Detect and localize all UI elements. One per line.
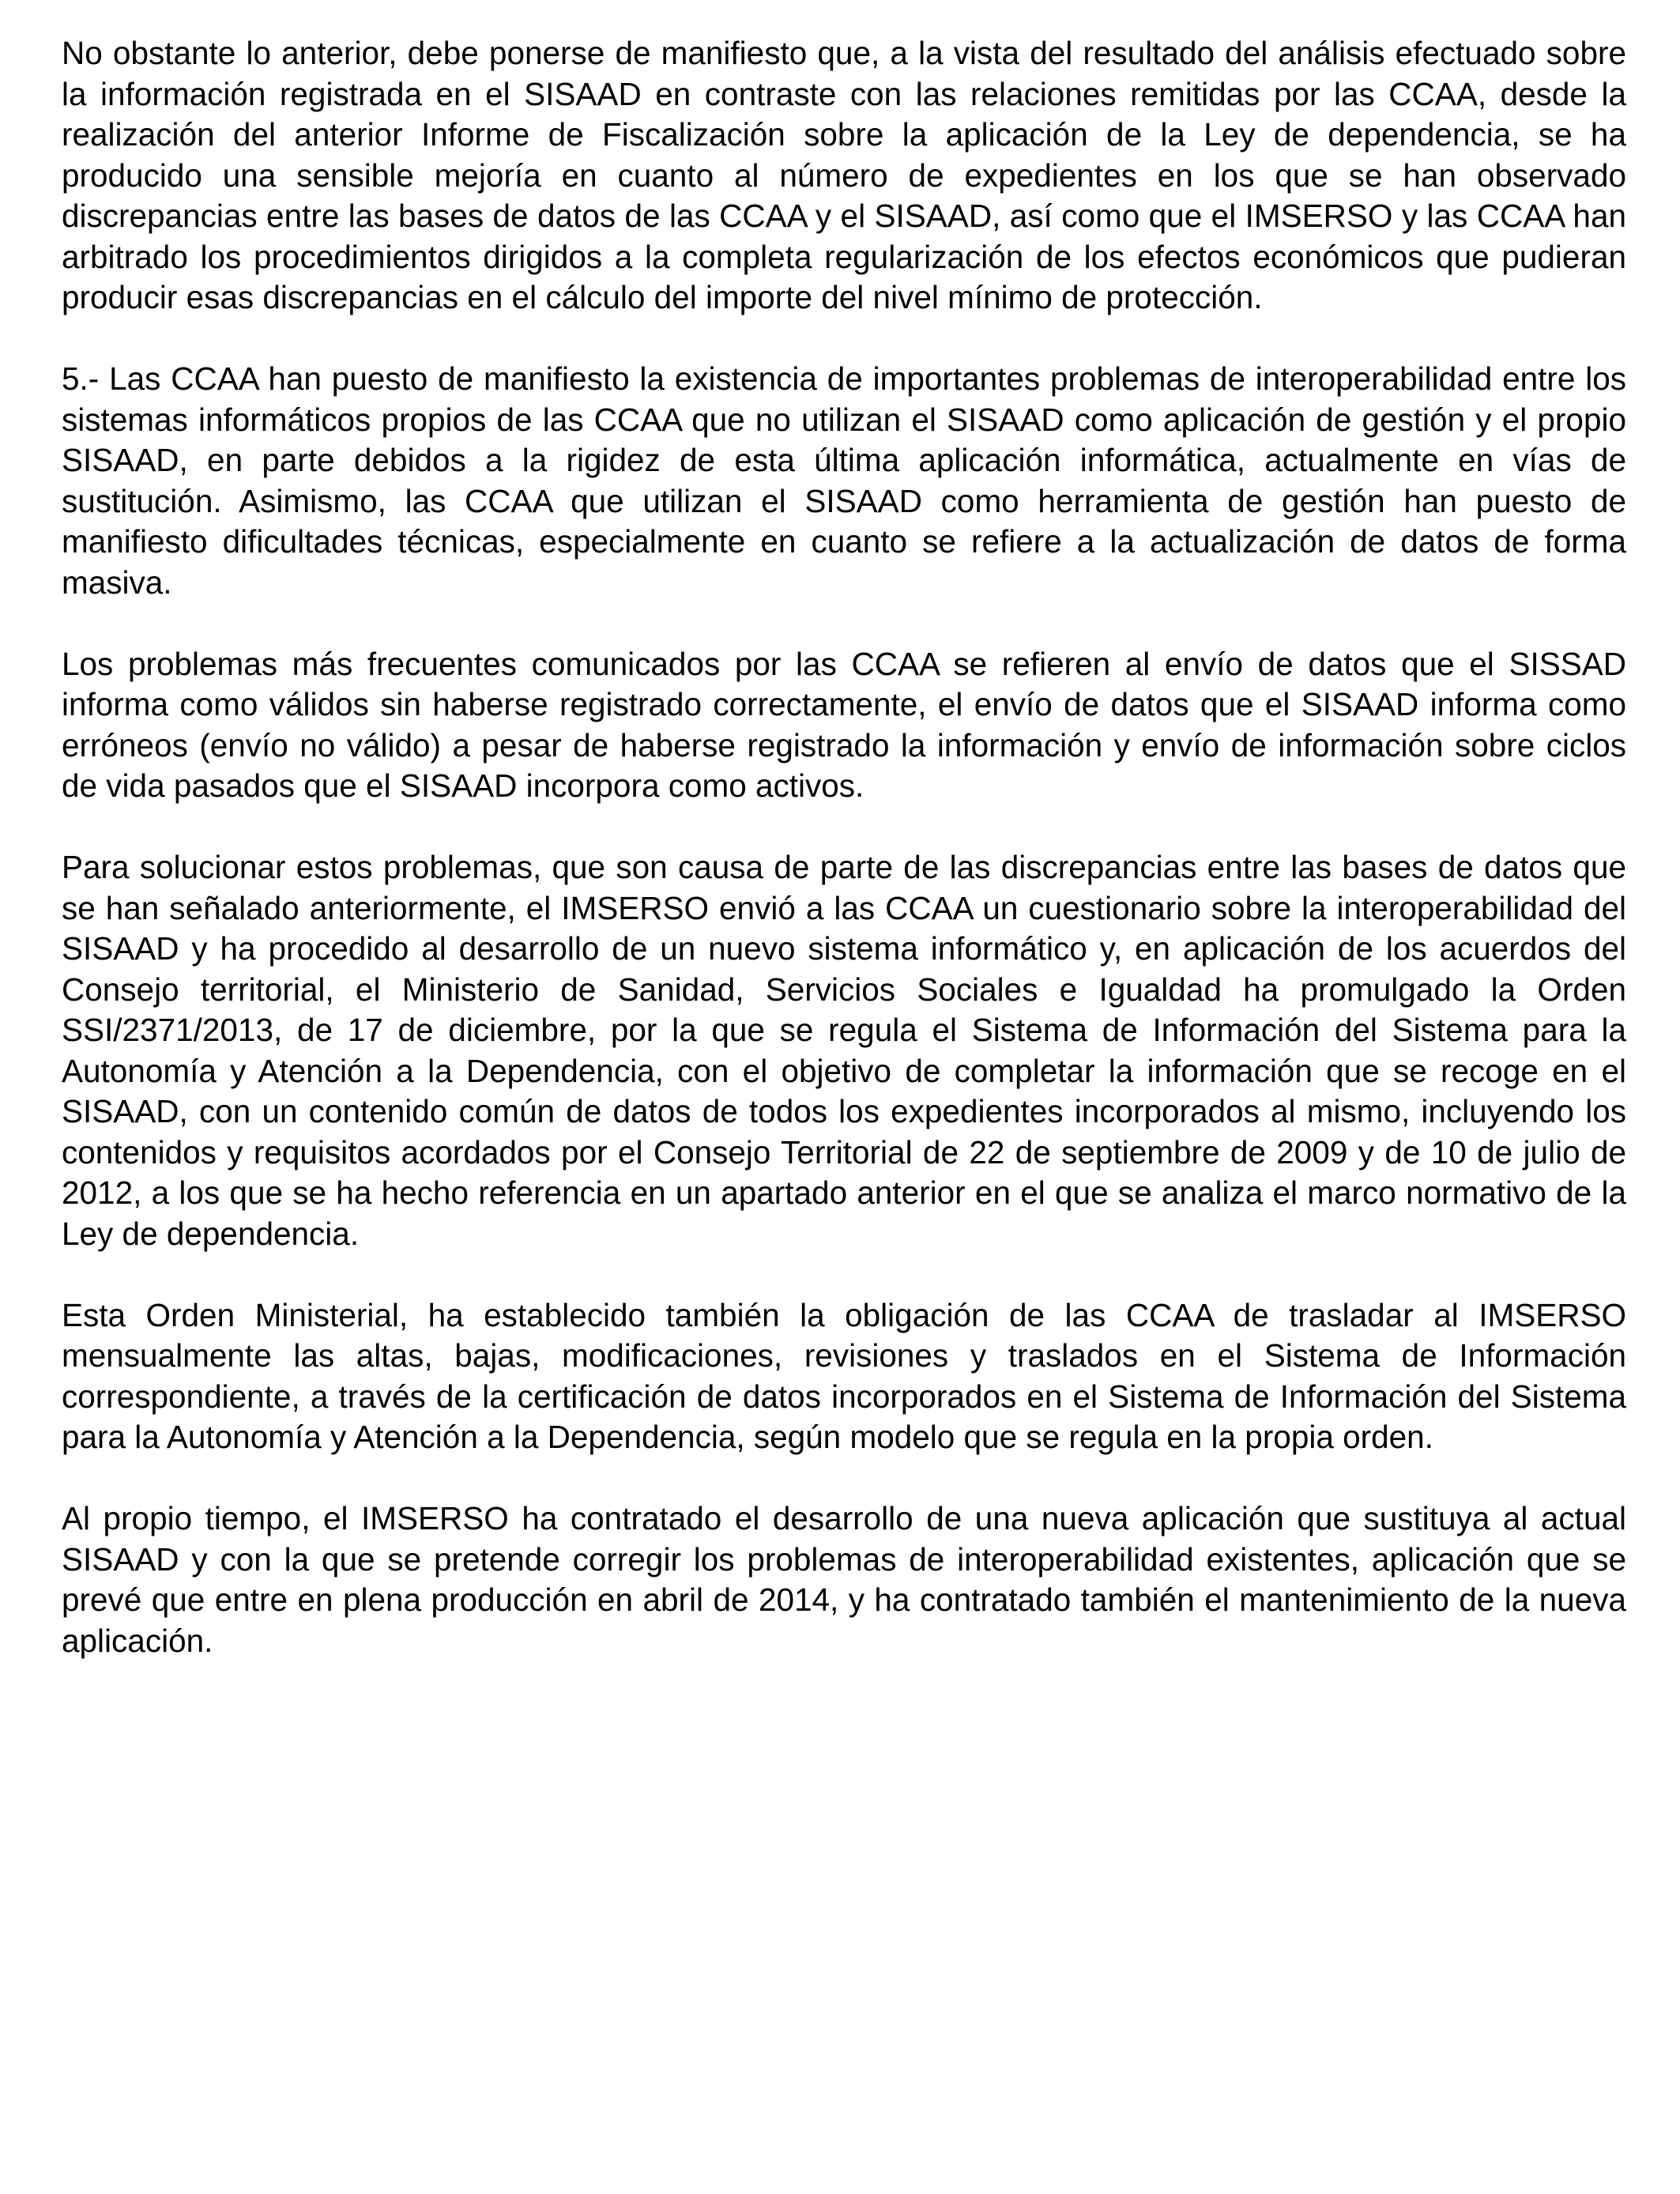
paragraph-solutions-order: Para solucionar estos problemas, que son causa de parte de las discrepancias entre las bases de datos que se han señalado anteriormente, el IMSERSO envió a las CCAA un cuestionario sobre la interoperabilidad del SISAAD y ha procedido al desarrollo de un nuevo sistema informático y, en aplicación de los acuerdos del Consejo territorial, el Ministerio de Sanidad, Servicios Sociales e Igualdad ha promulgado la Orden SSI/2371/2013, de 17 de diciembre, por la que se regula el Sistema de Información del Sistema para la Autonomía y Atención a la Dependencia, con el objetivo de completar la información que se recoge en el SISAAD, con un contenido común de datos de todos los expedientes incorporados al mismo, incluyendo los contenidos y requisitos acordados por el Consejo Territorial de 22 de septiembre de 2009 y de 10 de julio de 2012, a los que se ha hecho referencia en un apartado anterior en el que se analiza el marco normativo de la Ley de dependencia. <box>62 849 1626 1252</box>
paragraph-ministerial-order-obligations: Esta Orden Ministerial, ha establecido también la obligación de las CCAA de trasladar al IMSERSO mensualmente las altas, bajas, modificaciones, revisiones y traslados en el Sistema de Información correspondiente, a través de la certificación de datos incorporados en el Sistema de Información del Sistema para la Autonomía y Atención a la Dependencia, según modelo que se regula en la propia orden. <box>62 1296 1626 1455</box>
paragraph-new-application: Al propio tiempo, el IMSERSO ha contratado el desarrollo de una nueva aplicación que sustituya al actual SISAAD y con la que se pretende corregir los problemas de interoperabilidad existentes, aplicación que se prevé que entre en plena producción en abril de 2014, y ha contratado también el mantenimiento de la nueva aplicación. <box>62 1500 1626 1659</box>
paragraph-interoperability-problems: 5.- Las CCAA han puesto de manifiesto la existencia de importantes problemas de interoperabilidad entre los sistemas informáticos propios de las CCAA que no utilizan el SISAAD como aplicación de gestión y el propio SISAAD, en parte debidos a la rigidez de esta última aplicación informática, actualmente en vías de sustitución. Asimismo, las CCAA que utilizan el SISAAD como herramienta de gestión han puesto de manifiesto dificultades técnicas, especialmente en cuanto se refiere a la actualización de datos de forma masiva. <box>62 360 1626 601</box>
paragraph-discrepancies-improvement: No obstante lo anterior, debe ponerse de manifiesto que, a la vista del resultado del análisis efectuado sobre la información registrada en el SISAAD en contraste con las relaciones remitidas por las CCAA, desde la realización del anterior Informe de Fiscalización sobre la aplicación de la Ley de dependencia, se ha producido una sensible mejoría en cuanto al número de expedientes en los que se han observado discrepancias entre las bases de datos de las CCAA y el SISAAD, así como que el IMSERSO y las CCAA han arbitrado los procedimientos dirigidos a la completa regularización de los efectos económicos que pudieran producir esas discrepancias en el cálculo del importe del nivel mínimo de protección. <box>62 35 1626 315</box>
document-page <box>62 33 1626 1702</box>
paragraph-frequent-problems: Los problemas más frecuentes comunicados por las CCAA se refieren al envío de datos que el SISSAD informa como válidos sin haberse registrado correctamente, el envío de datos que el SISAAD informa como erróneos (envío no válido) a pesar de haberse registrado la información y envío de información sobre ciclos de vida pasados que el SISAAD incorpora como activos. <box>62 645 1626 804</box>
